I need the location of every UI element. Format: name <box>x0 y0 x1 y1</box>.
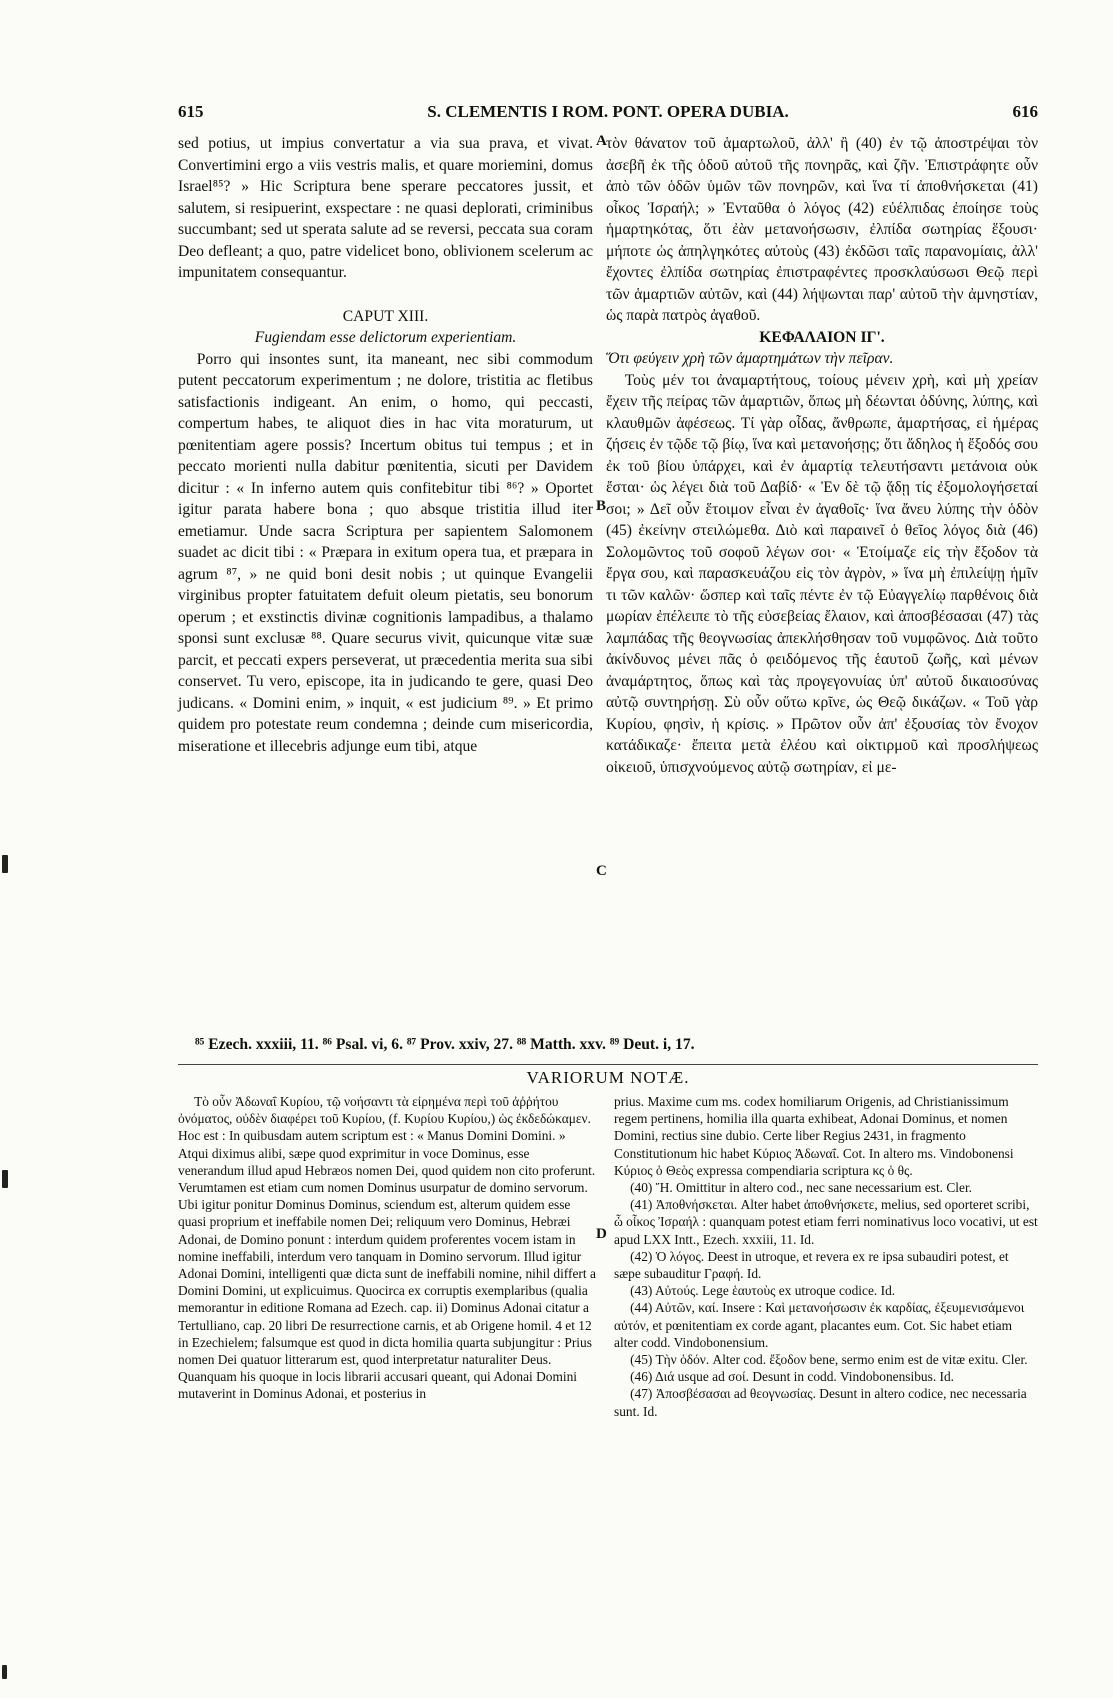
greek-paragraph-2: Τοὺς μέν τοι ἀναμαρτήτους, τοίους μένειν χρὴ, καὶ μὴ χρείαν ἔχειν τῆς πείρας τῶν ἁμαρτιῶν, ὅπως μὴ δέωνται ὀδύνης, λύπης, καὶ κλαυθμῶν ἀφέσεως. Τί γὰρ οἶδας, ἄνθρωπε, ἁμαρτήσας, εἰ ἡμέρας ζήσεις ἐν τῷδε τῷ βίῳ, ἵνα καὶ μετανοήσῃς; ὅτι ἄδηλος ἡ ἔξοδός σου ἐκ τοῦ βίου ὑπάρχει, καὶ ἐν ἁμαρτίᾳ τελευτήσαντι μετάνοια οὐκ ἔσται· ὡς λέγει διὰ τοῦ Δαβίδ· « Ἐν δὲ τῷ ᾅδῃ τίς ἐξομολογήσεταί σοι; » Δεῖ οὖν ἕτοιμον εἶναι ἐν ἀγαθοῖς· ἵνα ἄνευ λύπης τὴν ὁδὸν (45) ἐκείνην στειλώμεθα. Διὸ καὶ παραινεῖ ὁ θεῖος λόγος διὰ (46) Σολομῶντος τοῦ σοφοῦ λέγων σοι· « Ἑτοίμαζε εἰς τὴν ἔξοδον τὰ ἔργα σου, καὶ παρασκευάζου εἰς τὸν ἀγρὸν, » ἵνα μὴ ἐπιλείψῃ ἡμῖν τι τῶν καλῶν· ὥσπερ καὶ ταῖς πέντε ἐν τῷ Εὐαγγελίῳ παρθένοις διὰ μωρίαν ἐπέλειπε τὸ τῆς εὐσεβείας ἔλαιον, καὶ ἀποσβέσασαι (47) τὰς λαμπάδας τῆς θεογνωσίας ἀπεκλήσθησαν τοῦ νυμφῶνος. Διὰ τοῦτο ἀκίνδυνος μένει πᾶς ὁ φειδόμενος τῆς ἑαυτοῦ ζωῆς, καὶ μένων ἀναμάρτητος, ὅπως καὶ τὰς προγεγονυίας ὑπ' αὐτοῦ δικαιοσύνας αὐτῷ συντηρήσῃ. Σὺ οὖν οὕτω κρῖνε, ὡς Θεῷ δικάζων. « Τοῦ γὰρ Κυρίου, φησὶν, ἡ κρίσις. » Πρῶτον οὖν ἀπ' ἐξουσίας τὸν ἔνοχον κατάδικαζε· ἔπειτα μετὰ ἐλέου καὶ οἰκτιρμοῦ καὶ προσλήψεως οἰκειοῦ, ὑπισχνούμενος αὐτῷ σωτηρίαν, εἰ με- <box>606 371 1038 776</box>
note-item: (41) Ἀποθνήσκεται. Alter habet ἀποθνήσκετε, melius, sed oporteret scribi, ὦ οἶκος Ἰσραήλ : quanquam potest etiam ferri nominativus loco vocativi, ut est apud LXX Intt., Ezech. xxxiii, 11. Id. <box>614 1197 1038 1247</box>
variorum-notes-title: VARIORUM NOTÆ. <box>526 1068 690 1087</box>
page-number-left: 615 <box>178 102 204 121</box>
note-item: prius. Maxime cum ms. codex homiliarum Origenis, ad Christianissimum regem pertinens, homilia illa quarta exhibeat, Adonai Dominus, et nomen Domini, rectius sine dubio. Certe liber Regius 2431, in fragmento Constitutionum hic habet Κύριος Ἀδωναΐ. Cot. In altero ms. Vindobonensi Κύριος ὁ Θεὸς expressa compendiaria scriptura κς ὁ θς. <box>614 1094 1014 1178</box>
greek-chapter-subtitle: Ὅτι φεύγειν χρὴ τῶν ἁμαρτημάτων τὴν πεῖραν. <box>606 350 894 367</box>
greek-chapter-heading: ΚΕΦΑΛΑΙΟΝ ΙΓ'. <box>759 328 885 346</box>
margin-letter-b: B <box>596 498 607 514</box>
latin-chapter-heading: CAPUT XIII. <box>342 307 429 325</box>
latin-chapter-subtitle: Fugiendam esse delictorum experientiam. <box>254 329 517 346</box>
note-item: (42) Ὁ λόγος. Deest in utroque, et revera ex re ipsa subaudiri potest, et sæpe subauditur Γραφή. Id. <box>614 1248 1009 1282</box>
note-item: (45) Τὴν ὁδόν. Alter cod. ἔξοδον bene, sermo enim est de vitæ exitu. Cler. <box>630 1352 1028 1368</box>
margin-letter-c: C <box>596 863 607 879</box>
latin-paragraph-2: Porro qui insontes sunt, ita maneant, nec sibi commodum putent peccatorum experimentum ; ne dolore, tristitia ac fletibus satisfactionis indigeant. An enim, o homo, qui peccasti, compertum habes, te aliquot dies in hac vita moraturum, ut pœnitentiam agere possis? Incertum obitus tui tempus ; et in peccato morienti nulla dabitur pœnitentia, sicuti per Davidem dicitur : « In inferno autem quis confitebitur tibi ⁸⁶? » Oportet igitur parata habere bona ; quo absque tristitia illud iter emetiamur. Unde sacra Scriptura per sapientem Salomonem suadet ac dicit tibi : « Præpara in exitum opera tua, et præpara in agrum ⁸⁷, » ne quid boni desit nobis ; ut quinque Evangelii virginibus propter fatuitatem defuit oleum pietatis, seu bonorum operum ; et exstinctis divinæ cognitionis lampadibus, a thalamo sponsi sunt exclusæ ⁸⁸. Quare securus vivit, quicunque vitæ suæ parcit, et peccati expers perseverat, ut præcedentia merita sua sibi conservet. Tu vero, episcope, ita in judicando te gere, quasi Deo judicans. « Domini enim, » inquit, « est judicium ⁸⁹. » Et primo quidem pro potestate reum condemna ; deinde cum misericordia, miseratione et illecebris adjunge eum tibi, atque <box>178 350 593 755</box>
notes-left-column <box>178 1093 596 1403</box>
margin-letter-a: A <box>596 133 607 149</box>
greek-column <box>606 133 1038 778</box>
note-item: (46) Διά usque ad σοί. Desunt in codd. Vindobonensibus. Id. <box>630 1369 955 1385</box>
scripture-references: ⁸⁵ Ezech. xxxiii, 11. ⁸⁶ Psal. vi, 6. ⁸⁷ Prov. xxiv, 27. ⁸⁸ Matth. xxv. ⁸⁹ Deut. i, 17. <box>195 1036 695 1053</box>
scan-speck <box>2 855 8 873</box>
latin-paragraph-1: sed potius, ut impius convertatur a via sua prava, et vivat. Convertimini ergo a viis vestris malis, et quare moriemini, domus Israel⁸⁵? » Hic Scriptura bene sperare peccatores jussit, et salutem, si resipuerint, exspectare : ne quasi deplorati, criminibus succumbant; sed ut sperata salute ad se reversi, peccata sua coram Deo defleant; a quo, patre videlicet bono, oblivionem scelerum ac impunitatem consequantur. <box>178 135 593 281</box>
page-number-right: 616 <box>1012 102 1038 121</box>
running-header <box>178 102 1038 128</box>
scan-speck <box>2 1170 8 1188</box>
notes-right-column <box>614 1093 1038 1420</box>
note-item: (40) Ἤ. Omittitur in altero cod., nec sane necessarium est. Cler. <box>630 1180 973 1196</box>
header-title: S. CLEMENTIS I ROM. PONT. OPERA DUBIA. <box>427 102 789 121</box>
greek-paragraph-1: τὸν θάνατον τοῦ ἁμαρτωλοῦ, ἀλλ' ἢ (40) ἐν τῷ ἀποστρέψαι τὸν ἀσεβῆ ἐκ τῆς ὁδοῦ αὐτοῦ τῆς πονηρᾶς, καὶ ζῆν. Ἐπιστράφητε οὖν ἀπὸ τῶν ὁδῶν ὑμῶν τῶν πονηρῶν, καὶ ἵνα τί ἀποθνήσκεται (41) οἶκος Ἰσραήλ; » Ἐνταῦθα ὁ λόγος (42) εὐέλπιδας ἐποίησε τοὺς ἡμαρτηκότας, ὅτι ἐὰν μετανοήσωσιν, ἐλπίδα σωτηρίας ἕξουσι· μήποτε ὡς ἀπηλγηκότες αὐτοὺς (43) ἐκδῶσι ταῖς παρανομίαις, ἀλλ' ἔχοντες ἐλπίδα σωτηρίας ἐπιστραφέντες προσκλαύσωσι Θεῷ περὶ τῶν ἁμαρτιῶν αὐτῶν, καὶ (44) λήψωνται παρ' αὐτοῦ τὴν ἀμνηστίαν, ὡς παρὰ πατρὸς ἀγαθοῦ. <box>606 135 1038 324</box>
notes-divider <box>178 1064 1038 1065</box>
margin-letter-d: D <box>596 1226 607 1242</box>
note-item: (47) Ἀποσβέσασαι ad θεογνωσίας. Desunt in altero codice, nec necessaria sunt. Id. <box>614 1386 1027 1419</box>
note-item: (43) Αὐτούς. Lege ἑαυτοὺς ex utroque codice. Id. <box>630 1283 896 1299</box>
note-item: (44) Αὐτῶν, καί. Insere : Καὶ μετανοήσωσιν ἐκ καρδίας, ἐξευμενισάμενοι αὐτόν, et pœnitentiam ex corde agant, placantes eum. Cot. Sic habet etiam alter codd. Vindobonensium. <box>614 1300 1025 1350</box>
latin-column <box>178 133 593 757</box>
note-paragraph: Τὸ οὖν Ἀδωναΐ Κυρίου, τῷ νοήσαντι τὰ εἰρημένα περὶ τοῦ ἀῤῥήτου ὀνόματος, οὐδὲν διαφέρει τοῦ Κυρίου, (f. Κυρίου Κυρίου,) ὡς ἐκδεδώκαμεν. Hoc est : In quibusdam autem scriptum est : « Manus Domini Domini. » Atqui diximus alibi, sæpe quod exprimitur in voce Dominus, esse venerandum illud apud Hebræos nomen Dei, quod quidem non cito proferunt. Verumtamen est etiam cum nomen Dominus usurpatur de domino servorum. Ubi igitur ponitur Dominus Dominus, sciendum est, alterum quidem esse quasi proprium et ineffabile nomen Dei; reliquum vero Dominus, Hebræi Adonai, de Domino ponunt : interdum quidem proferentes vocem istam in nomine ineffabili, interdum vero tanquam in Domino servorum. Illud igitur Adonai Domini, intelligenti quæ dicta sunt de ineffabili nomine, nihil differt a Domini Domini, ut explicuimus. Quocirca ex corruptis exemplaribus (qualia memorantur in editione Romana ad Ezech. cap. ii) Dominus Adonai citatur a Tertulliano, cap. 20 libri De resurrectione carnis, et ab Origene homil. 4 et 12 in Ezechielem; falsumque est quod in dicta homilia quarta subjungitur : Prius nomen Dei quatuor litterarum est, quod interpretatur naturaliter Deus. Quanquam his quoque in locis librarii accusari queant, qui Adonai Domini mutaverint in Dominus Adonai, et posterius in <box>178 1094 596 1402</box>
scan-speck <box>2 1665 7 1679</box>
